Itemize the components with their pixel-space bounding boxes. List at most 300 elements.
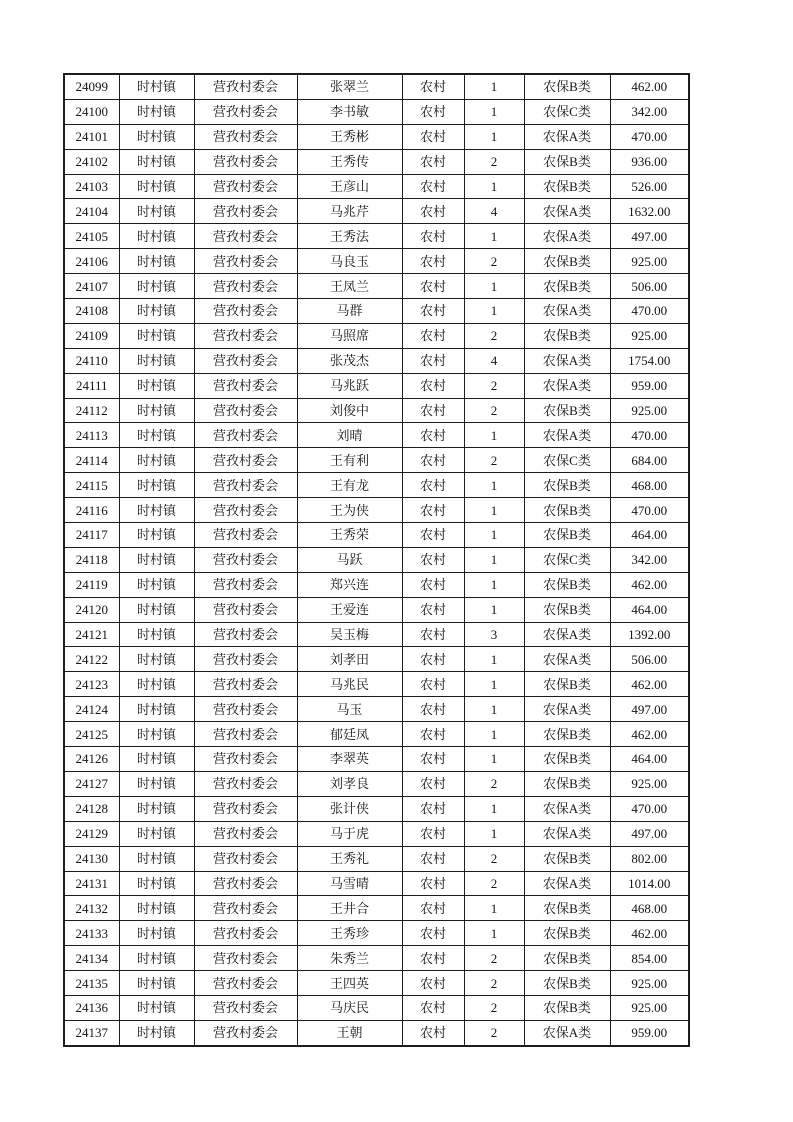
cell-amount: 936.00 bbox=[610, 149, 689, 174]
cell-record-id: 24109 bbox=[64, 323, 119, 348]
cell-insurance-category: 农保A类 bbox=[524, 622, 610, 647]
cell-amount: 959.00 bbox=[610, 373, 689, 398]
table-row bbox=[64, 1020, 689, 1045]
cell-insurance-category: 农保A类 bbox=[524, 647, 610, 672]
cell-person-count: 2 bbox=[464, 871, 524, 896]
cell-record-id: 24116 bbox=[64, 498, 119, 523]
cell-town: 时村镇 bbox=[119, 398, 194, 423]
cell-person-count: 2 bbox=[464, 771, 524, 796]
cell-person-count: 1 bbox=[464, 124, 524, 149]
cell-residence-type: 农村 bbox=[402, 1020, 464, 1045]
cell-record-id: 24110 bbox=[64, 348, 119, 373]
cell-village-committee: 营孜村委会 bbox=[194, 547, 297, 572]
cell-village-committee: 营孜村委会 bbox=[194, 647, 297, 672]
cell-person-name: 王秀珍 bbox=[297, 921, 402, 946]
cell-person-name: 王为侠 bbox=[297, 498, 402, 523]
cell-town: 时村镇 bbox=[119, 299, 194, 324]
cell-record-id: 24126 bbox=[64, 747, 119, 772]
cell-person-name: 王凤兰 bbox=[297, 274, 402, 299]
cell-village-committee: 营孜村委会 bbox=[194, 149, 297, 174]
table-row bbox=[64, 622, 689, 647]
cell-village-committee: 营孜村委会 bbox=[194, 1020, 297, 1045]
cell-village-committee: 营孜村委会 bbox=[194, 348, 297, 373]
cell-amount: 470.00 bbox=[610, 796, 689, 821]
cell-amount: 470.00 bbox=[610, 124, 689, 149]
cell-town: 时村镇 bbox=[119, 323, 194, 348]
cell-residence-type: 农村 bbox=[402, 921, 464, 946]
cell-person-count: 1 bbox=[464, 921, 524, 946]
cell-insurance-category: 农保B类 bbox=[524, 946, 610, 971]
cell-record-id: 24125 bbox=[64, 722, 119, 747]
cell-amount: 925.00 bbox=[610, 771, 689, 796]
cell-person-count: 1 bbox=[464, 747, 524, 772]
cell-insurance-category: 农保B类 bbox=[524, 174, 610, 199]
cell-insurance-category: 农保B类 bbox=[524, 672, 610, 697]
table-row bbox=[64, 672, 689, 697]
cell-record-id: 24107 bbox=[64, 274, 119, 299]
cell-village-committee: 营孜村委会 bbox=[194, 971, 297, 996]
cell-record-id: 24135 bbox=[64, 971, 119, 996]
cell-record-id: 24118 bbox=[64, 547, 119, 572]
cell-person-count: 1 bbox=[464, 722, 524, 747]
cell-person-name: 刘孝良 bbox=[297, 771, 402, 796]
cell-village-committee: 营孜村委会 bbox=[194, 224, 297, 249]
cell-amount: 468.00 bbox=[610, 473, 689, 498]
cell-record-id: 24119 bbox=[64, 572, 119, 597]
cell-town: 时村镇 bbox=[119, 448, 194, 473]
cell-person-count: 1 bbox=[464, 647, 524, 672]
table-row bbox=[64, 274, 689, 299]
table-row bbox=[64, 597, 689, 622]
cell-person-name: 王秀荣 bbox=[297, 523, 402, 548]
cell-record-id: 24124 bbox=[64, 697, 119, 722]
cell-town: 时村镇 bbox=[119, 1020, 194, 1045]
cell-person-name: 马于虎 bbox=[297, 821, 402, 846]
cell-village-committee: 营孜村委会 bbox=[194, 199, 297, 224]
cell-person-count: 4 bbox=[464, 199, 524, 224]
cell-residence-type: 农村 bbox=[402, 373, 464, 398]
cell-village-committee: 营孜村委会 bbox=[194, 398, 297, 423]
cell-person-name: 马兆跃 bbox=[297, 373, 402, 398]
cell-residence-type: 农村 bbox=[402, 523, 464, 548]
cell-town: 时村镇 bbox=[119, 672, 194, 697]
cell-person-name: 王爱连 bbox=[297, 597, 402, 622]
cell-insurance-category: 农保B类 bbox=[524, 249, 610, 274]
cell-village-committee: 营孜村委会 bbox=[194, 896, 297, 921]
cell-residence-type: 农村 bbox=[402, 74, 464, 99]
cell-amount: 526.00 bbox=[610, 174, 689, 199]
cell-village-committee: 营孜村委会 bbox=[194, 124, 297, 149]
cell-amount: 684.00 bbox=[610, 448, 689, 473]
table-row bbox=[64, 498, 689, 523]
cell-person-name: 朱秀兰 bbox=[297, 946, 402, 971]
cell-record-id: 24108 bbox=[64, 299, 119, 324]
cell-insurance-category: 农保B类 bbox=[524, 473, 610, 498]
cell-person-count: 2 bbox=[464, 1020, 524, 1045]
cell-person-name: 李书敏 bbox=[297, 99, 402, 124]
cell-insurance-category: 农保A类 bbox=[524, 224, 610, 249]
cell-village-committee: 营孜村委会 bbox=[194, 423, 297, 448]
cell-record-id: 24131 bbox=[64, 871, 119, 896]
cell-person-name: 张茂杰 bbox=[297, 348, 402, 373]
cell-person-count: 2 bbox=[464, 149, 524, 174]
cell-town: 时村镇 bbox=[119, 373, 194, 398]
cell-village-committee: 营孜村委会 bbox=[194, 249, 297, 274]
cell-village-committee: 营孜村委会 bbox=[194, 846, 297, 871]
cell-record-id: 24129 bbox=[64, 821, 119, 846]
cell-residence-type: 农村 bbox=[402, 348, 464, 373]
cell-village-committee: 营孜村委会 bbox=[194, 771, 297, 796]
table-row bbox=[64, 846, 689, 871]
cell-person-count: 1 bbox=[464, 821, 524, 846]
cell-record-id: 24136 bbox=[64, 995, 119, 1020]
cell-amount: 1754.00 bbox=[610, 348, 689, 373]
table-row bbox=[64, 547, 689, 572]
cell-person-name: 王有利 bbox=[297, 448, 402, 473]
cell-residence-type: 农村 bbox=[402, 995, 464, 1020]
cell-village-committee: 营孜村委会 bbox=[194, 697, 297, 722]
cell-residence-type: 农村 bbox=[402, 274, 464, 299]
table-row bbox=[64, 174, 689, 199]
cell-residence-type: 农村 bbox=[402, 771, 464, 796]
cell-insurance-category: 农保A类 bbox=[524, 373, 610, 398]
cell-person-count: 2 bbox=[464, 846, 524, 871]
cell-residence-type: 农村 bbox=[402, 423, 464, 448]
cell-person-count: 2 bbox=[464, 373, 524, 398]
cell-village-committee: 营孜村委会 bbox=[194, 722, 297, 747]
cell-town: 时村镇 bbox=[119, 174, 194, 199]
cell-amount: 464.00 bbox=[610, 523, 689, 548]
table-row bbox=[64, 871, 689, 896]
table-row bbox=[64, 747, 689, 772]
cell-town: 时村镇 bbox=[119, 896, 194, 921]
cell-village-committee: 营孜村委会 bbox=[194, 498, 297, 523]
cell-insurance-category: 农保A类 bbox=[524, 199, 610, 224]
cell-insurance-category: 农保C类 bbox=[524, 99, 610, 124]
table-row bbox=[64, 224, 689, 249]
cell-record-id: 24123 bbox=[64, 672, 119, 697]
table-row bbox=[64, 99, 689, 124]
table-body bbox=[64, 74, 689, 1046]
cell-residence-type: 农村 bbox=[402, 224, 464, 249]
cell-amount: 506.00 bbox=[610, 274, 689, 299]
cell-person-count: 4 bbox=[464, 348, 524, 373]
cell-person-count: 1 bbox=[464, 796, 524, 821]
cell-person-count: 3 bbox=[464, 622, 524, 647]
cell-record-id: 24103 bbox=[64, 174, 119, 199]
cell-town: 时村镇 bbox=[119, 946, 194, 971]
cell-town: 时村镇 bbox=[119, 871, 194, 896]
cell-village-committee: 营孜村委会 bbox=[194, 796, 297, 821]
cell-person-count: 1 bbox=[464, 74, 524, 99]
cell-insurance-category: 农保A类 bbox=[524, 821, 610, 846]
cell-town: 时村镇 bbox=[119, 622, 194, 647]
cell-village-committee: 营孜村委会 bbox=[194, 274, 297, 299]
cell-residence-type: 农村 bbox=[402, 174, 464, 199]
cell-town: 时村镇 bbox=[119, 224, 194, 249]
table-row bbox=[64, 821, 689, 846]
cell-residence-type: 农村 bbox=[402, 896, 464, 921]
cell-record-id: 24128 bbox=[64, 796, 119, 821]
cell-person-name: 马照席 bbox=[297, 323, 402, 348]
cell-record-id: 24127 bbox=[64, 771, 119, 796]
cell-amount: 497.00 bbox=[610, 821, 689, 846]
cell-amount: 925.00 bbox=[610, 971, 689, 996]
cell-amount: 462.00 bbox=[610, 921, 689, 946]
cell-village-committee: 营孜村委会 bbox=[194, 473, 297, 498]
cell-town: 时村镇 bbox=[119, 572, 194, 597]
cell-person-count: 1 bbox=[464, 597, 524, 622]
table-row bbox=[64, 149, 689, 174]
table-row bbox=[64, 448, 689, 473]
cell-amount: 470.00 bbox=[610, 498, 689, 523]
cell-residence-type: 农村 bbox=[402, 323, 464, 348]
cell-record-id: 24120 bbox=[64, 597, 119, 622]
cell-person-count: 1 bbox=[464, 274, 524, 299]
table-row bbox=[64, 423, 689, 448]
cell-residence-type: 农村 bbox=[402, 99, 464, 124]
cell-town: 时村镇 bbox=[119, 99, 194, 124]
cell-person-name: 张翠兰 bbox=[297, 74, 402, 99]
cell-amount: 468.00 bbox=[610, 896, 689, 921]
cell-insurance-category: 农保A类 bbox=[524, 796, 610, 821]
cell-insurance-category: 农保C类 bbox=[524, 547, 610, 572]
cell-person-name: 马良玉 bbox=[297, 249, 402, 274]
cell-person-count: 1 bbox=[464, 99, 524, 124]
cell-village-committee: 营孜村委会 bbox=[194, 946, 297, 971]
cell-person-count: 2 bbox=[464, 323, 524, 348]
table-row bbox=[64, 896, 689, 921]
cell-amount: 506.00 bbox=[610, 647, 689, 672]
cell-person-name: 王秀法 bbox=[297, 224, 402, 249]
cell-record-id: 24133 bbox=[64, 921, 119, 946]
cell-person-count: 1 bbox=[464, 498, 524, 523]
cell-village-committee: 营孜村委会 bbox=[194, 74, 297, 99]
cell-person-name: 马跃 bbox=[297, 547, 402, 572]
cell-residence-type: 农村 bbox=[402, 149, 464, 174]
cell-village-committee: 营孜村委会 bbox=[194, 622, 297, 647]
cell-town: 时村镇 bbox=[119, 274, 194, 299]
cell-record-id: 24106 bbox=[64, 249, 119, 274]
cell-residence-type: 农村 bbox=[402, 647, 464, 672]
table-row bbox=[64, 995, 689, 1020]
cell-person-name: 马玉 bbox=[297, 697, 402, 722]
cell-insurance-category: 农保C类 bbox=[524, 448, 610, 473]
cell-residence-type: 农村 bbox=[402, 971, 464, 996]
cell-person-name: 王井合 bbox=[297, 896, 402, 921]
cell-amount: 470.00 bbox=[610, 423, 689, 448]
cell-village-committee: 营孜村委会 bbox=[194, 323, 297, 348]
cell-town: 时村镇 bbox=[119, 348, 194, 373]
cell-insurance-category: 农保B类 bbox=[524, 498, 610, 523]
cell-town: 时村镇 bbox=[119, 921, 194, 946]
cell-residence-type: 农村 bbox=[402, 249, 464, 274]
cell-residence-type: 农村 bbox=[402, 871, 464, 896]
cell-residence-type: 农村 bbox=[402, 747, 464, 772]
cell-amount: 462.00 bbox=[610, 74, 689, 99]
cell-town: 时村镇 bbox=[119, 796, 194, 821]
cell-record-id: 24122 bbox=[64, 647, 119, 672]
cell-insurance-category: 农保A类 bbox=[524, 871, 610, 896]
cell-person-name: 刘俊中 bbox=[297, 398, 402, 423]
cell-insurance-category: 农保A类 bbox=[524, 1020, 610, 1045]
cell-village-committee: 营孜村委会 bbox=[194, 821, 297, 846]
cell-record-id: 24104 bbox=[64, 199, 119, 224]
cell-person-name: 王四英 bbox=[297, 971, 402, 996]
cell-residence-type: 农村 bbox=[402, 796, 464, 821]
cell-village-committee: 营孜村委会 bbox=[194, 871, 297, 896]
cell-town: 时村镇 bbox=[119, 597, 194, 622]
cell-village-committee: 营孜村委会 bbox=[194, 99, 297, 124]
cell-person-count: 1 bbox=[464, 697, 524, 722]
cell-insurance-category: 农保B类 bbox=[524, 597, 610, 622]
cell-person-name: 马庆民 bbox=[297, 995, 402, 1020]
table-row bbox=[64, 771, 689, 796]
cell-town: 时村镇 bbox=[119, 74, 194, 99]
cell-amount: 342.00 bbox=[610, 99, 689, 124]
cell-person-name: 王秀彬 bbox=[297, 124, 402, 149]
cell-residence-type: 农村 bbox=[402, 299, 464, 324]
table-row bbox=[64, 74, 689, 99]
cell-record-id: 24112 bbox=[64, 398, 119, 423]
cell-person-count: 1 bbox=[464, 174, 524, 199]
cell-residence-type: 农村 bbox=[402, 473, 464, 498]
cell-residence-type: 农村 bbox=[402, 672, 464, 697]
table-row bbox=[64, 697, 689, 722]
benefit-payment-table bbox=[63, 73, 690, 1047]
cell-person-name: 郑兴连 bbox=[297, 572, 402, 597]
cell-insurance-category: 农保B类 bbox=[524, 771, 610, 796]
cell-residence-type: 农村 bbox=[402, 622, 464, 647]
cell-village-committee: 营孜村委会 bbox=[194, 597, 297, 622]
table-row bbox=[64, 299, 689, 324]
cell-insurance-category: 农保B类 bbox=[524, 398, 610, 423]
cell-amount: 470.00 bbox=[610, 299, 689, 324]
cell-insurance-category: 农保B类 bbox=[524, 896, 610, 921]
cell-record-id: 24115 bbox=[64, 473, 119, 498]
cell-record-id: 24100 bbox=[64, 99, 119, 124]
cell-residence-type: 农村 bbox=[402, 846, 464, 871]
cell-residence-type: 农村 bbox=[402, 946, 464, 971]
cell-town: 时村镇 bbox=[119, 149, 194, 174]
cell-insurance-category: 农保B类 bbox=[524, 971, 610, 996]
cell-insurance-category: 农保A类 bbox=[524, 124, 610, 149]
cell-record-id: 24105 bbox=[64, 224, 119, 249]
cell-residence-type: 农村 bbox=[402, 498, 464, 523]
cell-residence-type: 农村 bbox=[402, 722, 464, 747]
cell-record-id: 24121 bbox=[64, 622, 119, 647]
cell-town: 时村镇 bbox=[119, 249, 194, 274]
table-row bbox=[64, 398, 689, 423]
cell-residence-type: 农村 bbox=[402, 697, 464, 722]
table-row bbox=[64, 647, 689, 672]
cell-amount: 925.00 bbox=[610, 995, 689, 1020]
cell-person-name: 吴玉梅 bbox=[297, 622, 402, 647]
cell-amount: 462.00 bbox=[610, 672, 689, 697]
cell-person-name: 张计侠 bbox=[297, 796, 402, 821]
cell-record-id: 24113 bbox=[64, 423, 119, 448]
cell-town: 时村镇 bbox=[119, 498, 194, 523]
cell-record-id: 24134 bbox=[64, 946, 119, 971]
cell-village-committee: 营孜村委会 bbox=[194, 921, 297, 946]
cell-residence-type: 农村 bbox=[402, 199, 464, 224]
cell-town: 时村镇 bbox=[119, 771, 194, 796]
cell-town: 时村镇 bbox=[119, 697, 194, 722]
cell-amount: 497.00 bbox=[610, 697, 689, 722]
table-row bbox=[64, 572, 689, 597]
cell-town: 时村镇 bbox=[119, 647, 194, 672]
cell-person-count: 1 bbox=[464, 523, 524, 548]
cell-village-committee: 营孜村委会 bbox=[194, 448, 297, 473]
cell-record-id: 24111 bbox=[64, 373, 119, 398]
table-row bbox=[64, 348, 689, 373]
cell-amount: 802.00 bbox=[610, 846, 689, 871]
cell-person-count: 1 bbox=[464, 299, 524, 324]
table-row bbox=[64, 473, 689, 498]
cell-residence-type: 农村 bbox=[402, 547, 464, 572]
cell-amount: 854.00 bbox=[610, 946, 689, 971]
cell-person-name: 刘孝田 bbox=[297, 647, 402, 672]
cell-village-committee: 营孜村委会 bbox=[194, 373, 297, 398]
table-row bbox=[64, 971, 689, 996]
cell-person-count: 2 bbox=[464, 249, 524, 274]
table-row bbox=[64, 523, 689, 548]
table-row bbox=[64, 199, 689, 224]
cell-insurance-category: 农保A类 bbox=[524, 423, 610, 448]
cell-town: 时村镇 bbox=[119, 846, 194, 871]
cell-person-name: 郁廷凤 bbox=[297, 722, 402, 747]
cell-amount: 464.00 bbox=[610, 747, 689, 772]
cell-person-name: 马兆民 bbox=[297, 672, 402, 697]
cell-insurance-category: 农保B类 bbox=[524, 722, 610, 747]
table-row bbox=[64, 946, 689, 971]
cell-town: 时村镇 bbox=[119, 821, 194, 846]
cell-town: 时村镇 bbox=[119, 473, 194, 498]
cell-town: 时村镇 bbox=[119, 995, 194, 1020]
cell-amount: 342.00 bbox=[610, 547, 689, 572]
cell-record-id: 24132 bbox=[64, 896, 119, 921]
cell-record-id: 24117 bbox=[64, 523, 119, 548]
cell-insurance-category: 农保B类 bbox=[524, 323, 610, 348]
cell-village-committee: 营孜村委会 bbox=[194, 572, 297, 597]
cell-village-committee: 营孜村委会 bbox=[194, 672, 297, 697]
cell-record-id: 24130 bbox=[64, 846, 119, 871]
cell-town: 时村镇 bbox=[119, 423, 194, 448]
cell-insurance-category: 农保A类 bbox=[524, 348, 610, 373]
table-row bbox=[64, 249, 689, 274]
table-row bbox=[64, 796, 689, 821]
cell-town: 时村镇 bbox=[119, 747, 194, 772]
cell-amount: 462.00 bbox=[610, 722, 689, 747]
table-row bbox=[64, 921, 689, 946]
table-row bbox=[64, 373, 689, 398]
cell-person-count: 1 bbox=[464, 896, 524, 921]
cell-person-name: 马兆芹 bbox=[297, 199, 402, 224]
cell-record-id: 24137 bbox=[64, 1020, 119, 1045]
cell-village-committee: 营孜村委会 bbox=[194, 299, 297, 324]
table-row bbox=[64, 722, 689, 747]
cell-amount: 925.00 bbox=[610, 249, 689, 274]
cell-insurance-category: 农保B类 bbox=[524, 572, 610, 597]
table-row bbox=[64, 323, 689, 348]
table-row bbox=[64, 124, 689, 149]
cell-record-id: 24114 bbox=[64, 448, 119, 473]
cell-residence-type: 农村 bbox=[402, 124, 464, 149]
cell-person-count: 1 bbox=[464, 547, 524, 572]
cell-record-id: 24101 bbox=[64, 124, 119, 149]
cell-village-committee: 营孜村委会 bbox=[194, 747, 297, 772]
cell-person-count: 1 bbox=[464, 672, 524, 697]
